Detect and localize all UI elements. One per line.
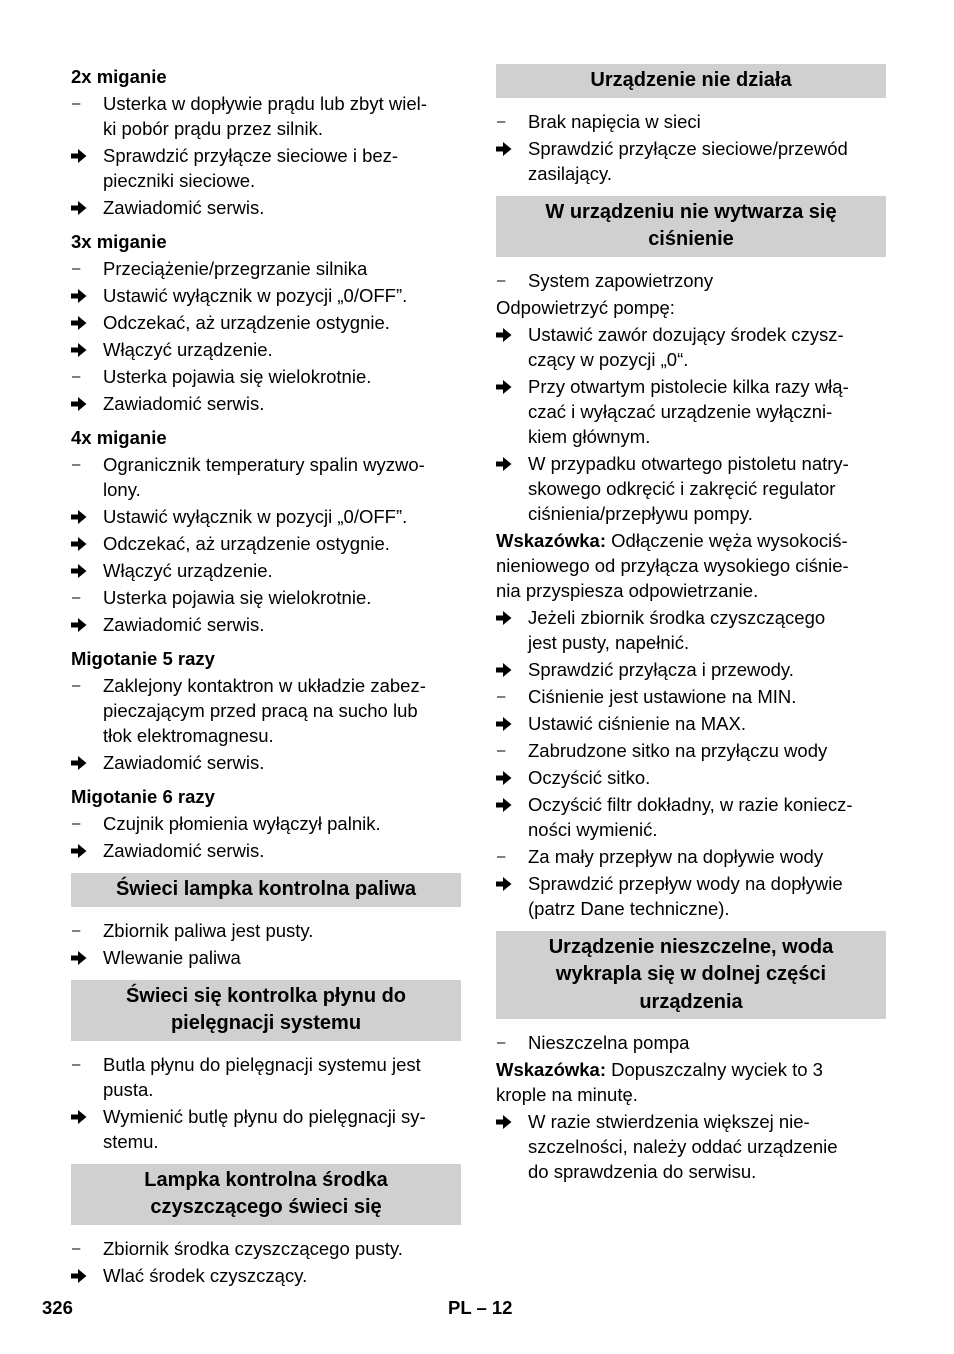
arrow-right-icon [496, 662, 520, 678]
cause-item [496, 844, 886, 869]
action-item [71, 945, 461, 970]
item-text: Odczekać, aż urządzenie ostygnie. [103, 312, 390, 333]
item-text: Wymienić butlę płynu do pielęgnacji sy- stemu. [103, 1105, 426, 1152]
section-heading: Urządzenie nieszczelne, woda wykrapla się w dolnej części urządzenia [496, 931, 886, 1020]
cause-item [496, 109, 886, 134]
dash-bullet-icon: – [72, 815, 81, 832]
dash-bullet-icon: – [497, 847, 506, 865]
action-item [496, 136, 886, 186]
arrow-right-icon [71, 509, 95, 525]
action-item [71, 750, 461, 775]
item-text: Przeciążenie/przegrzanie silnika [103, 258, 368, 279]
note-text: Dopuszczalny wyciek to 3 krople na minutę. [496, 1059, 823, 1105]
action-item [496, 451, 886, 526]
action-item [71, 1104, 461, 1154]
arrow-right-icon [496, 610, 520, 626]
item-text: System zapowietrzony [528, 269, 714, 291]
item-text: Zabrudzone sitko na przyłączu wody [528, 739, 828, 761]
action-item [71, 612, 461, 637]
arrow-right-icon [71, 148, 95, 164]
page-label: PL – 12 [448, 1297, 513, 1318]
dash-bullet-icon: – [497, 687, 506, 705]
arrow-right-icon [71, 950, 95, 966]
arrow-right-icon [496, 327, 520, 343]
item-text: W razie stwierdzenia większej nie- szczelności, należy oddać urządzenie do sprawdzenia do serwisu. [528, 1111, 838, 1182]
item-text: Usterka w dopływie prądu lub zbyt wiel- ki pobór prądu przez silnik. [103, 93, 427, 139]
section-heading: W urządzeniu nie wytwarza się ciśnienie [496, 196, 886, 257]
dash-bullet-icon: – [72, 1055, 81, 1073]
item-text: Butla płynu do pielęgnacji systemu jest pusta. [103, 1053, 421, 1100]
section-heading: Świeci się kontrolka płynu do pielęgnacji systemu [71, 980, 461, 1041]
action-item [496, 711, 886, 736]
arrow-right-icon [71, 200, 95, 216]
item-text: Czujnik płomienia wyłączył palnik. [103, 813, 381, 834]
item-text: Brak napięcia w sieci [528, 110, 701, 132]
arrow-right-icon [496, 716, 520, 732]
arrow-right-icon [71, 755, 95, 771]
dash-bullet-icon: – [72, 589, 81, 606]
item-text: Zawiadomić serwis. [103, 614, 265, 635]
subheading: 2x miganie [71, 66, 167, 87]
cause-item [71, 364, 461, 389]
arrow-right-icon [496, 797, 520, 813]
arrow-right-icon [71, 843, 95, 859]
arrow-right-icon [71, 617, 95, 633]
action-item [496, 792, 886, 842]
cause-item [71, 256, 461, 281]
arrow-right-icon [71, 536, 95, 552]
item-text: Zawiadomić serwis. [103, 197, 265, 218]
cause-item [71, 91, 461, 141]
dash-bullet-icon: – [497, 112, 506, 130]
paragraph: Odpowietrzyć pompę: [496, 296, 675, 318]
action-item [71, 391, 461, 416]
note-label: Wskazówka: [496, 1059, 607, 1080]
arrow-right-icon [496, 456, 520, 472]
right-column [496, 64, 886, 1184]
item-text: Oczyścić filtr dokładny, w razie koniecz- ności wymienić. [528, 793, 853, 840]
action-item [71, 504, 461, 529]
cause-item [71, 585, 461, 610]
item-text: Przy otwartym pistolecie kilka razy włą- czać i wyłączać urządzenie wyłączni- kiem głównym. [528, 375, 849, 447]
cause-item [496, 268, 886, 293]
action-item [496, 765, 886, 790]
item-text: Usterka pojawia się wielokrotnie. [103, 366, 372, 387]
dash-bullet-icon: – [72, 456, 81, 473]
action-item [496, 322, 886, 372]
arrow-right-icon [71, 342, 95, 358]
item-text: Włączyć urządzenie. [103, 560, 273, 581]
arrow-right-icon [496, 770, 520, 786]
action-item [71, 310, 461, 335]
action-item [71, 283, 461, 308]
item-text: Zbiornik środka czyszczącego pusty. [103, 1237, 403, 1259]
cause-item [71, 1236, 461, 1261]
cause-item [71, 673, 461, 748]
subheading: Migotanie 5 razy [71, 648, 215, 669]
dash-bullet-icon: – [72, 921, 81, 939]
arrow-right-icon [496, 1114, 520, 1130]
note-text: Odłączenie węża wysokociś- nieniowego od przyłącza wysokiego ciśnie- nia przyspiesza odpowietrzanie. [496, 529, 849, 601]
item-text: Sprawdzić przepływ wody na dopływie (patrz Dane techniczne). [528, 872, 843, 919]
item-text: Odczekać, aż urządzenie ostygnie. [103, 533, 390, 554]
action-item [71, 558, 461, 583]
arrow-right-icon [71, 563, 95, 579]
arrow-right-icon [71, 1268, 95, 1284]
item-text: Zaklejony kontaktron w układzie zabez- pieczającym przed pracą na sucho lub tłok elektromagnesu. [103, 675, 426, 746]
action-item [71, 195, 461, 220]
item-text: Ustawić ciśnienie na MAX. [528, 712, 746, 734]
action-item [71, 1263, 461, 1288]
action-item [496, 657, 886, 682]
dash-bullet-icon: – [72, 677, 81, 694]
item-text: Zbiornik paliwa jest pusty. [103, 919, 314, 941]
dash-bullet-icon: – [497, 1034, 506, 1051]
item-text: Zawiadomić serwis. [103, 840, 265, 861]
action-item [496, 605, 886, 655]
item-text: Zawiadomić serwis. [103, 752, 265, 773]
item-text: Ogranicznik temperatury spalin wyzwo- lony. [103, 454, 425, 500]
note-paragraph [496, 528, 886, 603]
dash-bullet-icon: – [72, 368, 81, 385]
item-text: Ustawić wyłącznik w pozycji „0/OFF”. [103, 285, 408, 306]
item-text: Włączyć urządzenie. [103, 339, 273, 360]
item-text: Usterka pojawia się wielokrotnie. [103, 587, 372, 608]
note-paragraph [496, 1057, 886, 1107]
dash-bullet-icon: – [497, 271, 506, 289]
item-text: Za mały przepływ na dopływie wody [528, 845, 824, 867]
arrow-right-icon [71, 288, 95, 304]
dash-bullet-icon: – [72, 260, 81, 277]
item-text: Jeżeli zbiornik środka czyszczącego jest pusty, napełnić. [528, 606, 826, 653]
action-item [71, 838, 461, 863]
cause-item [496, 684, 886, 709]
arrow-right-icon [496, 876, 520, 892]
item-text: Ustawić zawór dozujący środek czysz- czący w pozycji „0“. [528, 323, 844, 370]
item-text: Wlać środek czyszczący. [103, 1264, 308, 1286]
left-column [71, 64, 461, 1288]
item-text: W przypadku otwartego pistoletu natry- skowego odkręcić i zakręcić regulator ciśnienia/przepływu pompy. [528, 452, 849, 524]
arrow-right-icon [496, 379, 520, 395]
cause-item [71, 918, 461, 943]
subheading: 4x miganie [71, 427, 167, 448]
item-text: Ciśnienie jest ustawione na MIN. [528, 685, 797, 707]
dash-bullet-icon: – [497, 741, 506, 759]
cause-item [71, 811, 461, 836]
note-label: Wskazówka: [496, 529, 607, 551]
item-text: Zawiadomić serwis. [103, 393, 265, 414]
section-heading: Świeci lampka kontrolna paliwa [71, 873, 461, 907]
section-heading: Lampka kontrolna środka czyszczącego świeci się [71, 1164, 461, 1225]
action-item [71, 337, 461, 362]
item-text: Sprawdzić przyłącze sieciowe i bez- pieczniki sieciowe. [103, 145, 399, 191]
item-text: Ustawić wyłącznik w pozycji „0/OFF”. [103, 506, 408, 527]
action-item [496, 871, 886, 921]
arrow-right-icon [71, 396, 95, 412]
action-item [71, 143, 461, 193]
dash-bullet-icon: – [72, 1239, 81, 1257]
dash-bullet-icon: – [72, 95, 81, 112]
action-item [71, 531, 461, 556]
cause-item [71, 1052, 461, 1102]
item-text: Sprawdzić przyłącze sieciowe/przewód zasilający. [528, 137, 848, 184]
section-heading: Urządzenie nie działa [496, 64, 886, 98]
arrow-right-icon [496, 141, 520, 157]
item-text: Nieszczelna pompa [528, 1032, 690, 1053]
page-number: 326 [42, 1297, 73, 1318]
cause-item [496, 738, 886, 763]
action-item [496, 1109, 886, 1184]
subheading: 3x miganie [71, 231, 167, 252]
cause-item [71, 452, 461, 502]
subheading: Migotanie 6 razy [71, 786, 215, 807]
item-text: Oczyścić sitko. [528, 766, 651, 788]
item-text: Sprawdzić przyłącza i przewody. [528, 658, 794, 680]
item-text: Wlewanie paliwa [103, 946, 241, 968]
arrow-right-icon [71, 1109, 95, 1125]
arrow-right-icon [71, 315, 95, 331]
action-item [496, 374, 886, 449]
cause-item [496, 1030, 886, 1055]
